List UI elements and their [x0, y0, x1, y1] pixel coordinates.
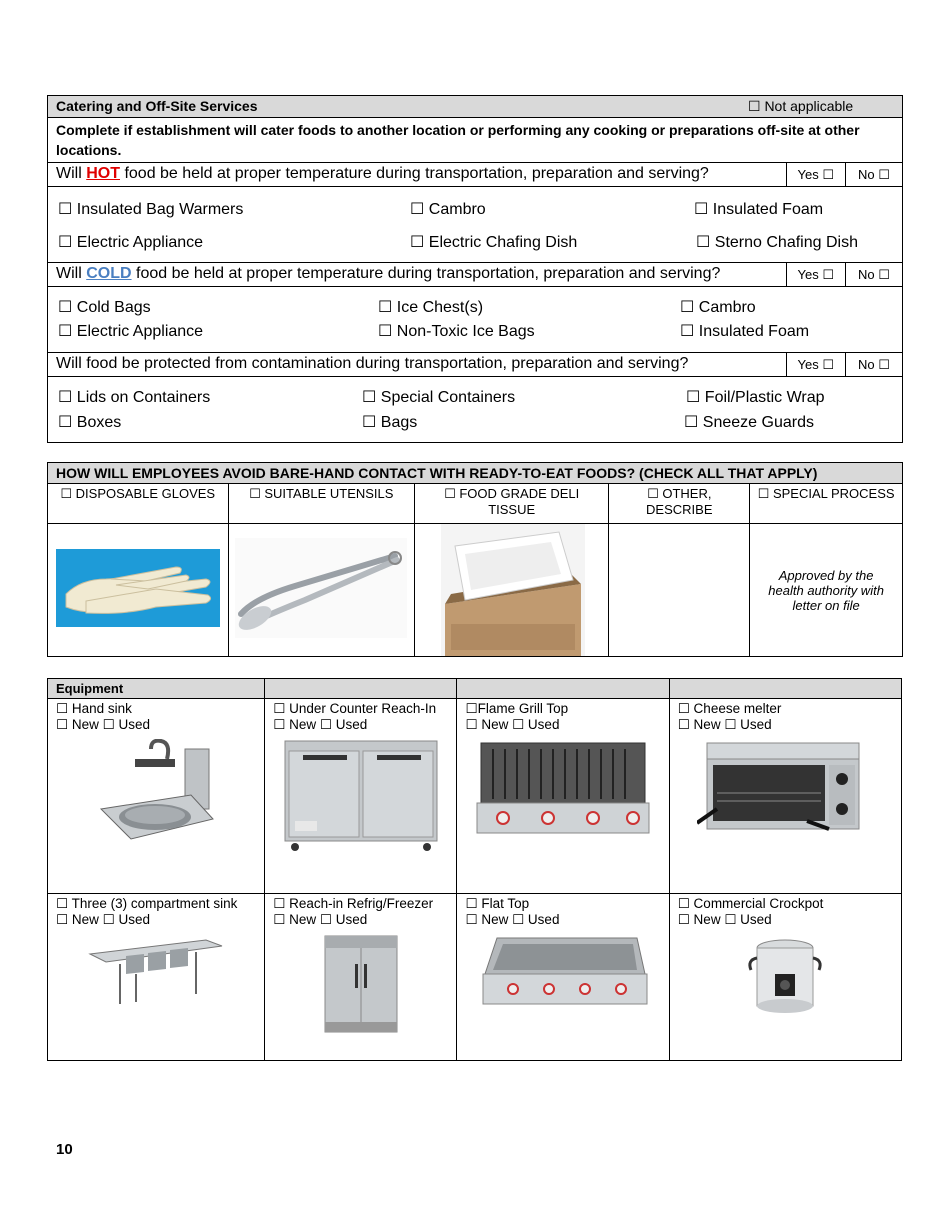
three-compartment-image — [86, 934, 226, 1006]
hot-no-checkbox[interactable]: No ☐ — [845, 163, 902, 187]
equipment-title: Equipment — [48, 679, 265, 699]
flame-grill-status[interactable]: ☐ New ☐ Used — [465, 717, 560, 732]
equipment-cheese-melter — [669, 699, 901, 894]
under-counter-status[interactable]: ☐ New ☐ Used — [273, 717, 368, 732]
option-bags[interactable]: ☐ Bags — [362, 414, 418, 431]
cold-question-post: food be held at proper temperature during transportation, preparation and serving? — [131, 265, 721, 282]
flame-grill-checkbox[interactable]: ☐Flame Grill Top — [465, 701, 569, 716]
option-boxes[interactable]: ☐ Boxes — [58, 414, 122, 431]
gloves-image — [56, 549, 220, 627]
cheese-melter-status[interactable]: ☐ New ☐ Used — [677, 717, 772, 732]
cheese-melter-checkbox[interactable]: ☐ Cheese melter — [677, 701, 782, 716]
option-lids-on-containers[interactable]: ☐ Lids on Containers — [58, 389, 211, 406]
cold-question-pre: Will — [56, 265, 87, 282]
catering-intro: Complete if establishment will cater foods to another location or performing any cooking or preparations off-site at other locations. — [48, 118, 903, 163]
option-sneeze-guards[interactable]: ☐ Sneeze Guards — [684, 414, 814, 431]
page-number: 10 — [56, 1141, 73, 1158]
reach-in-image — [323, 934, 399, 1034]
hot-yes-checkbox[interactable]: Yes ☐ — [786, 163, 845, 187]
protect-no-checkbox[interactable]: No ☐ — [845, 353, 902, 377]
option-foil-plastic-wrap[interactable]: ☐ Foil/Plastic Wrap — [686, 389, 825, 406]
col-other-describe[interactable]: ☐ OTHER, DESCRIBE — [609, 484, 750, 524]
catering-header — [48, 96, 903, 118]
hot-question-pre: Will — [56, 165, 87, 182]
cold-no-checkbox[interactable]: No ☐ — [845, 263, 902, 287]
option-non-toxic-ice-bags[interactable]: ☐ Non-Toxic Ice Bags — [378, 323, 535, 340]
option-sterno-chafing-dish[interactable]: ☐ Sterno Chafing Dish — [696, 234, 858, 251]
equipment-table — [47, 678, 902, 1061]
option-cold-bags[interactable]: ☐ Cold Bags — [58, 299, 151, 316]
deli-tissue-image — [441, 524, 585, 656]
reach-in-checkbox[interactable]: ☐ Reach-in Refrig/Freezer — [273, 896, 434, 911]
other-describe-cell[interactable] — [609, 524, 750, 657]
crockpot-checkbox[interactable]: ☐ Commercial Crockpot — [677, 896, 824, 911]
hand-sink-image — [91, 739, 221, 851]
protect-options — [48, 377, 903, 443]
col-disposable-gloves[interactable]: ☐ DISPOSABLE GLOVES — [48, 484, 229, 524]
catering-title: Catering and Off-Site Services — [56, 98, 258, 114]
equipment-flat-top — [457, 894, 669, 1061]
hot-word: HOT — [86, 165, 120, 182]
flat-top-image — [477, 934, 649, 1016]
equipment-under-counter — [265, 699, 457, 894]
cold-question — [48, 263, 787, 287]
equipment-header-blank-1 — [265, 679, 457, 699]
catering-table — [47, 95, 903, 443]
equipment-crockpot — [669, 894, 901, 1061]
three-compartment-status[interactable]: ☐ New ☐ Used — [56, 912, 150, 927]
not-applicable-checkbox[interactable]: ☐ Not applicable — [748, 98, 854, 114]
approved-note: Approved by the health authority with letter on file — [750, 524, 903, 657]
equipment-reach-in — [265, 894, 457, 1061]
equipment-flame-grill — [457, 699, 669, 894]
option-electric-chafing-dish[interactable]: ☐ Electric Chafing Dish — [410, 234, 578, 251]
reach-in-status[interactable]: ☐ New ☐ Used — [273, 912, 368, 927]
crockpot-status[interactable]: ☐ New ☐ Used — [677, 912, 772, 927]
option-special-containers[interactable]: ☐ Special Containers — [362, 389, 516, 406]
option-ice-chests[interactable]: ☐ Ice Chest(s) — [378, 299, 484, 316]
hand-sink-status[interactable]: ☐ New ☐ Used — [56, 717, 150, 732]
flat-top-checkbox[interactable]: ☐ Flat Top — [465, 896, 530, 911]
equipment-header-blank-3 — [669, 679, 901, 699]
option-cambro[interactable]: ☐ Cambro — [410, 201, 486, 218]
option-cold-insulated-foam[interactable]: ☐ Insulated Foam — [680, 323, 810, 340]
under-counter-image — [281, 739, 441, 855]
col-special-process[interactable]: ☐ SPECIAL PROCESS — [750, 484, 903, 524]
option-cold-cambro[interactable]: ☐ Cambro — [680, 299, 756, 316]
under-counter-checkbox[interactable]: ☐ Under Counter Reach-In — [273, 701, 437, 716]
hot-question-post: food be held at proper temperature during transportation, preparation and serving? — [120, 165, 709, 182]
tongs-image-cell — [228, 524, 415, 657]
cheese-melter-image — [697, 739, 873, 845]
option-electric-appliance[interactable]: ☐ Electric Appliance — [58, 234, 204, 251]
cold-yes-checkbox[interactable]: Yes ☐ — [786, 263, 845, 287]
tongs-image — [235, 538, 407, 638]
flat-top-status[interactable]: ☐ New ☐ Used — [465, 912, 560, 927]
col-suitable-utensils[interactable]: ☐ SUITABLE UTENSILS — [228, 484, 415, 524]
equipment-header-blank-2 — [457, 679, 669, 699]
crockpot-image — [745, 934, 825, 1018]
col-deli-tissue[interactable]: ☐ FOOD GRADE DELI TISSUE — [415, 484, 609, 524]
gloves-image-cell — [48, 524, 229, 657]
option-cold-electric-appliance[interactable]: ☐ Electric Appliance — [58, 323, 204, 340]
option-insulated-bag-warmers[interactable]: ☐ Insulated Bag Warmers — [58, 201, 244, 218]
barehand-table — [47, 462, 903, 657]
protect-yes-checkbox[interactable]: Yes ☐ — [786, 353, 845, 377]
flame-grill-image — [473, 739, 653, 845]
option-insulated-foam[interactable]: ☐ Insulated Foam — [694, 201, 824, 218]
protect-question: Will food be protected from contamination during transportation, preparation and serving? — [48, 353, 787, 377]
deli-tissue-image-cell — [415, 524, 609, 657]
three-compartment-checkbox[interactable]: ☐ Three (3) compartment sink — [56, 896, 238, 911]
hot-question — [48, 163, 787, 187]
hand-sink-checkbox[interactable]: ☐ Hand sink — [56, 701, 132, 716]
cold-options — [48, 287, 903, 353]
hot-options — [48, 187, 903, 263]
equipment-hand-sink — [48, 699, 265, 894]
equipment-three-compartment-sink — [48, 894, 265, 1061]
cold-word: COLD — [86, 265, 132, 282]
barehand-title: HOW WILL EMPLOYEES AVOID BARE-HAND CONTACT WITH READY-TO-EAT FOODS? (CHECK ALL THAT APPLY) — [48, 463, 903, 484]
